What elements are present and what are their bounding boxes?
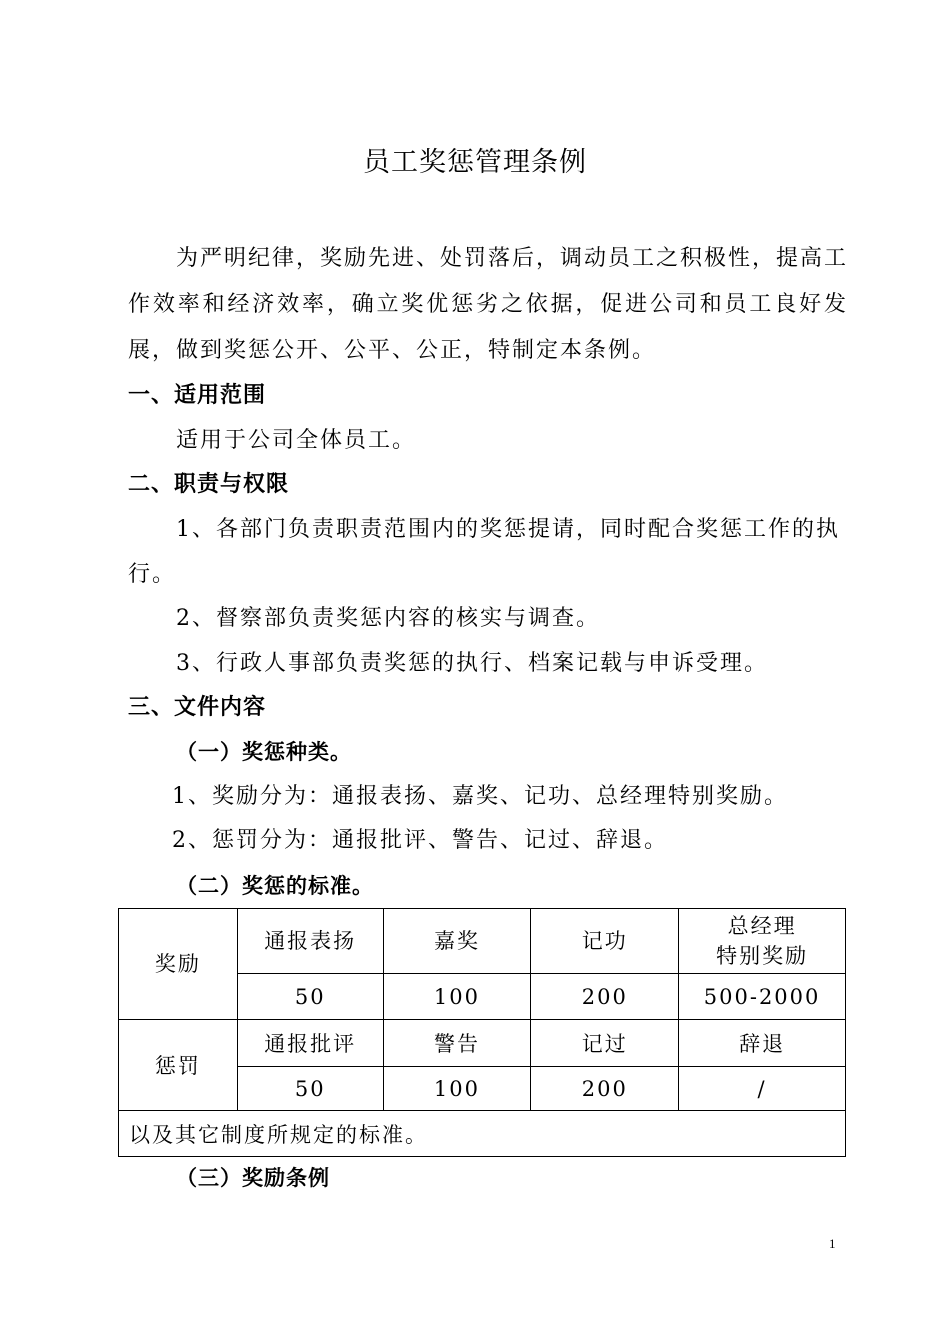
reward-label-cell: 奖励	[119, 909, 238, 1020]
table-header-cell: 通报批评	[237, 1020, 383, 1067]
table-cell: 500-2000	[679, 974, 846, 1020]
reward-types: 1、奖励分为：通报表扬、嘉奖、记功、总经理特别奖励。	[172, 784, 788, 809]
header-line: 特别奖励	[716, 944, 809, 968]
table-row	[119, 1111, 846, 1157]
subheading-types: （一）奖惩种类。	[176, 740, 352, 764]
subheading-reward-rules: （三）奖励条例	[176, 1166, 330, 1190]
section-heading-scope: 一、适用范围	[128, 383, 267, 408]
duty-item-2: 2、督察部负责奖惩内容的核实与调查。	[176, 606, 600, 631]
table-cell: 50	[237, 1067, 383, 1111]
penalty-types: 2、惩罚分为：通报批评、警告、记过、辞退。	[172, 828, 668, 853]
table-cell: 50	[237, 974, 383, 1020]
header-line: 总经理	[727, 914, 797, 938]
table-row	[119, 1020, 846, 1067]
duty-item-1-line2: 行。	[128, 562, 177, 587]
intro-paragraph: 为严明纪律，奖励先进、处罚落后，调动员工之积极性，提高工作效率和经济效率，确立奖优惩劣之依据，促进公司和员工良好发展，做到奖惩公开、公平、公正，特制定本条例。	[128, 246, 849, 363]
subheading-standards: （二）奖惩的标准。	[176, 874, 374, 898]
table-header-cell: 辞退	[679, 1020, 846, 1067]
duty-item-3: 3、行政人事部负责奖惩的执行、档案记载与申诉受理。	[176, 651, 768, 676]
table-cell: 100	[383, 1067, 531, 1111]
section-heading-duties: 二、职责与权限	[128, 472, 290, 497]
table-cell: /	[679, 1067, 846, 1111]
scope-text: 适用于公司全体员工。	[176, 428, 417, 453]
duty-item-1-line1: 1、各部门负责职责范围内的奖惩提请，同时配合奖惩工作的执	[176, 517, 840, 542]
table-note-cell: 以及其它制度所规定的标准。	[119, 1111, 846, 1157]
table-cell: 200	[531, 1067, 679, 1111]
section-heading-content: 三、文件内容	[128, 695, 267, 720]
table-header-cell: 通报表扬	[237, 909, 383, 974]
penalty-label-cell: 惩罚	[119, 1020, 238, 1111]
standards-table	[118, 908, 846, 1157]
table-cell: 200	[531, 974, 679, 1020]
table-header-cell: 警告	[383, 1020, 531, 1067]
table-header-cell: 记过	[531, 1020, 679, 1067]
table-header-cell: 记功	[531, 909, 679, 974]
table-cell: 100	[383, 974, 531, 1020]
table-row	[119, 909, 846, 974]
table-header-cell	[679, 909, 846, 974]
table-header-cell: 嘉奖	[383, 909, 531, 974]
page-number: 1	[829, 1236, 836, 1251]
page-title: 员工奖惩管理条例	[363, 147, 587, 178]
